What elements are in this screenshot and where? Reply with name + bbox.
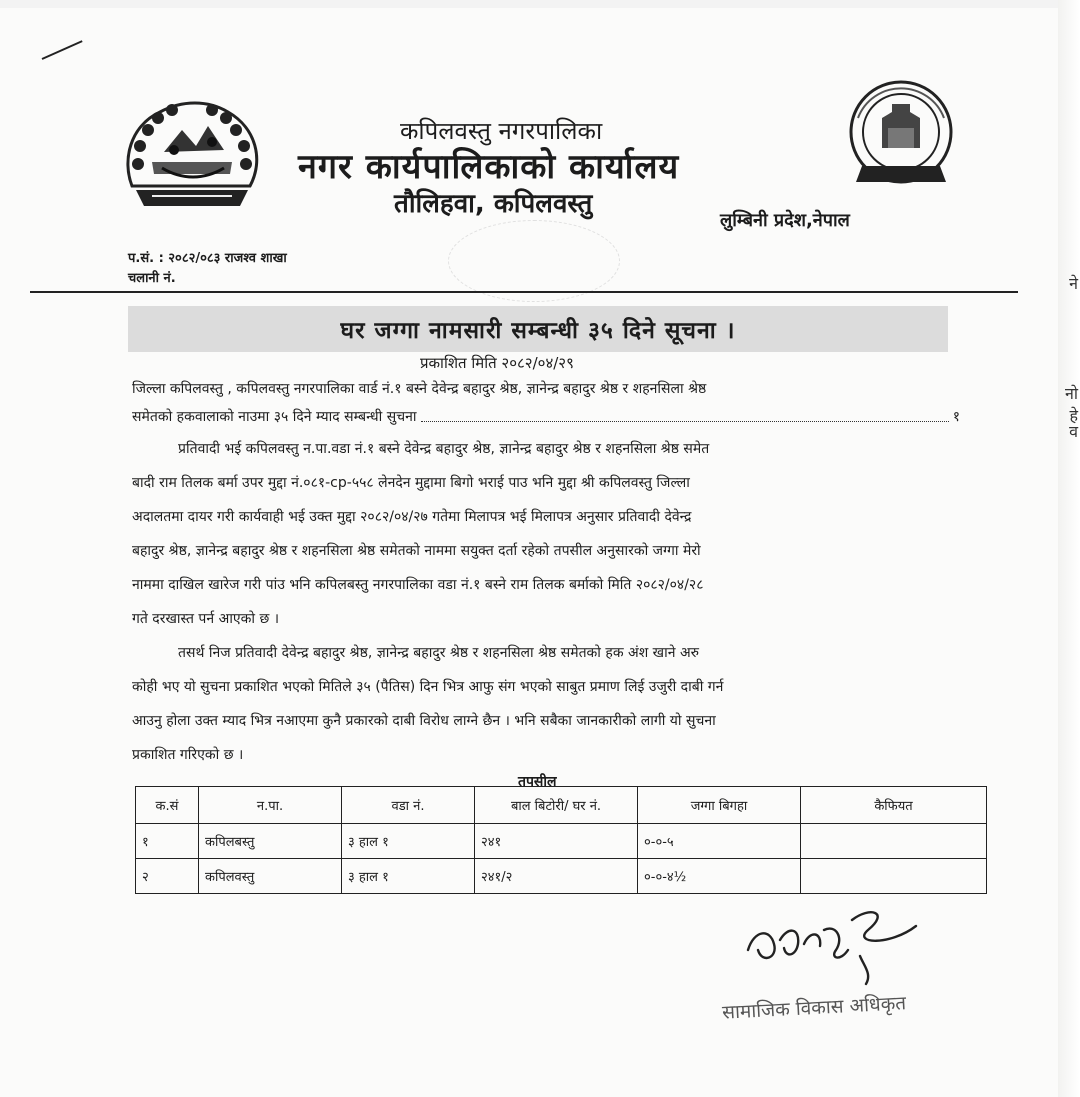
col-remarks: कैफियत bbox=[801, 787, 987, 824]
edge-text: व bbox=[1069, 422, 1078, 441]
col-ward: वडा नं. bbox=[342, 787, 475, 824]
edge-text: हे bbox=[1069, 406, 1078, 425]
municipality-name: कपिलवस्तु नगरपालिका bbox=[400, 117, 603, 145]
col-area: जग्गा बिगहा bbox=[638, 787, 801, 824]
published-date: प्रकाशित मिति २०८२/०४/२९ bbox=[420, 354, 574, 372]
table-row bbox=[136, 859, 987, 894]
cell-ward: ३ हाल १ bbox=[342, 824, 475, 859]
paragraph-1-line: अदालतमा दायर गरी कार्यवाही भई उक्त मुद्दा २०८२/०४/२७ गतेमा मिलापत्र भई मिलापत्र अनुसार प्रतिवादी देवेन्द्र bbox=[132, 509, 692, 525]
cell-municipality: कपिलबस्तु bbox=[199, 824, 342, 859]
dotted-leader bbox=[421, 421, 949, 422]
province-name: लुम्बिनी प्रदेश,नेपाल bbox=[720, 210, 850, 231]
notice-document bbox=[0, 8, 1060, 1097]
land-details-table bbox=[135, 786, 987, 894]
subject-line-2 bbox=[132, 408, 960, 426]
paragraph-1-line: बादी राम तिलक बर्मा उपर मुद्दा नं.०८१-cp-५५८ लेनदेन मुद्दामा बिगो भराई पाउ भनि मुद्दा श्री कपिलवस्तु जिल्ला bbox=[132, 475, 690, 491]
paragraph-1-line: प्रतिवादी भई कपिलवस्तु न.पा.वडा नं.१ बस्ने देवेन्द्र बहादुर श्रेष्ठ, ज्ञानेन्द्र बहादुर श्रेष्ठ र शहनसिला श्रेष्ठ समेत bbox=[178, 441, 710, 457]
paragraph-2-line: तसर्थ निज प्रतिवादी देवेन्द्र बहादुर श्रेष्ठ, ज्ञानेन्द्र बहादुर श्रेष्ठ र शहनसिला श्रेष्ठ समेतको हक अंश खाने अरु bbox=[178, 645, 700, 661]
cell-serial: १ bbox=[136, 824, 199, 859]
paragraph-2-line: कोही भए यो सुचना प्रकाशित भएको मितिले ३५ (पैतिस) दिन भित्र आफु संग भएको साबुत प्रमाण लिई उजुरी दाबी गर्न bbox=[132, 679, 724, 695]
edge-text: नो bbox=[1064, 384, 1078, 403]
cell-ward: ३ हाल १ bbox=[342, 859, 475, 894]
paragraph-2-line: प्रकाशित गरिएको छ । bbox=[132, 747, 244, 763]
subject-text: समेतको हकवालाको नाउमा ३५ दिने म्याद सम्बन्धी सुचना bbox=[132, 409, 417, 425]
table-row bbox=[136, 824, 987, 859]
faint-stamp-impression bbox=[448, 220, 620, 302]
table-header-row bbox=[136, 787, 987, 824]
cell-municipality: कपिलवस्तु bbox=[199, 859, 342, 894]
dispatch-number: चलानी नं. bbox=[128, 271, 176, 286]
header-divider bbox=[30, 291, 1018, 293]
cell-remarks bbox=[801, 824, 987, 859]
col-serial: क.सं bbox=[136, 787, 199, 824]
notice-title-band bbox=[128, 306, 948, 352]
edge-text: ने bbox=[1069, 274, 1078, 293]
table-caption: तपसील bbox=[518, 774, 557, 790]
cell-plot: २४१ bbox=[475, 824, 638, 859]
reference-number: प.सं. : २०८२/०८३ राजश्व शाखा bbox=[128, 251, 287, 266]
col-plot: बाल बिटोरी/ घर नं. bbox=[475, 787, 638, 824]
pen-stroke bbox=[42, 40, 83, 60]
paragraph-1-line: नाममा दाखिल खारेज गरी पांउ भनि कपिलबस्तु नगरपालिका वडा नं.१ बस्ने राम तिलक बर्माको मिति २०८२/०४/२८ bbox=[132, 577, 704, 593]
nepal-emblem-logo bbox=[112, 90, 272, 220]
subject-number: १ bbox=[952, 409, 960, 425]
cell-area: ०-०-४½ bbox=[638, 859, 801, 894]
paragraph-1-line: गते दरखास्त पर्न आएको छ । bbox=[132, 611, 280, 627]
signatory-designation: सामाजिक विकास अधिकृत bbox=[721, 992, 907, 1024]
cell-plot: २४१/२ bbox=[475, 859, 638, 894]
paragraph-1-line: बहादुर श्रेष्ठ, ज्ञानेन्द्र बहादुर श्रेष्ठ र शहनसिला श्रेष्ठ समेतको नाममा सयुक्त दर्ता रहेको तपसील अनुसारको जग्गा मेरो bbox=[132, 543, 701, 559]
subject-line-1: जिल्ला कपिलवस्तु , कपिलवस्तु नगरपालिका वार्ड नं.१ बस्ने देवेन्द्र बहादुर श्रेष्ठ, ज्ञानेन्द्र बहादुर श्रेष्ठ र शहनसिला श्रेष्ठ bbox=[132, 381, 707, 397]
page-edge bbox=[1058, 0, 1080, 1097]
office-name: नगर कार्यपालिकाको कार्यालय bbox=[298, 147, 680, 187]
handwritten-signature bbox=[740, 900, 930, 990]
office-location: तौलिहवा, कपिलवस्तु bbox=[394, 189, 593, 219]
col-municipality: न.पा. bbox=[199, 787, 342, 824]
cell-area: ०-०-५ bbox=[638, 824, 801, 859]
cell-remarks bbox=[801, 859, 987, 894]
notice-title: घर जग्गा नामसारी सम्बन्धी ३५ दिने सूचना । bbox=[340, 318, 736, 344]
paragraph-2-line: आउनु होला उक्त म्याद भित्र नआएमा कुनै प्रकारको दाबी विरोध लाग्ने छैन । भनि सबैका जानकारीको लागी यो सुचना bbox=[132, 713, 716, 729]
cell-serial: २ bbox=[136, 859, 199, 894]
municipality-seal-logo bbox=[832, 78, 970, 196]
